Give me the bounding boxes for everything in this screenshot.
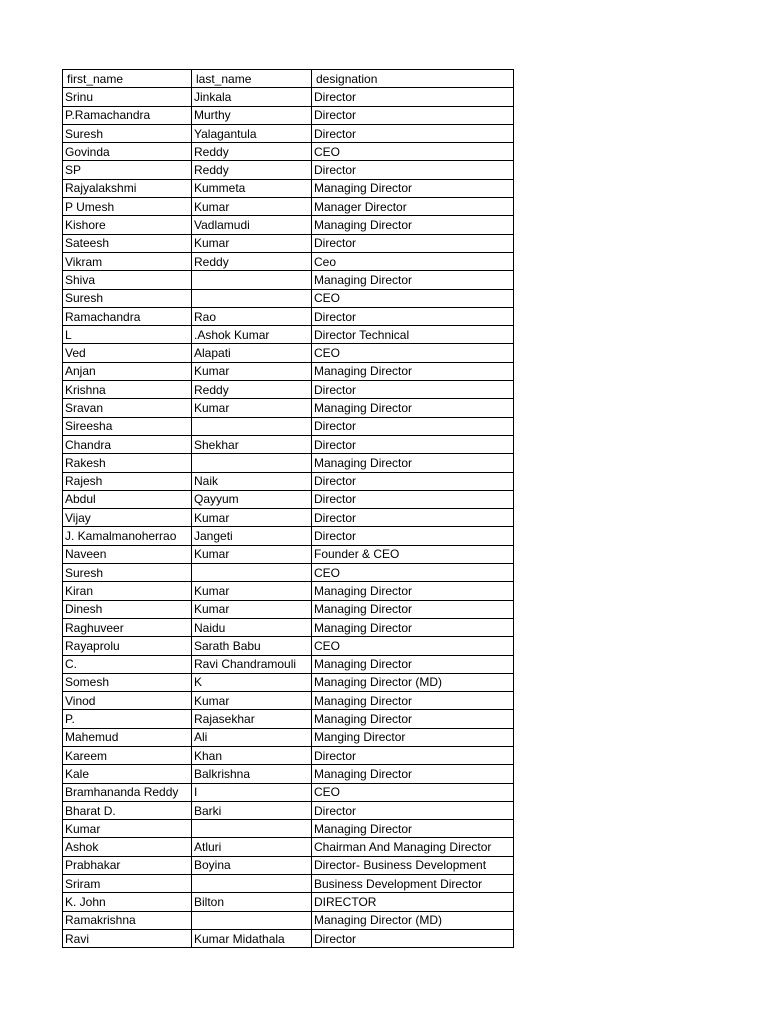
table-row: [63, 271, 514, 289]
last-name-cell: Naik: [192, 472, 312, 490]
designation-cell: Director: [312, 417, 514, 435]
last-name-cell: Yalagantula: [192, 124, 312, 142]
table-row: [63, 435, 514, 453]
table-row: [63, 710, 514, 728]
designation-cell: Director: [312, 88, 514, 106]
first-name-cell: C.: [63, 655, 192, 673]
last-name-cell: Reddy: [192, 252, 312, 270]
table-body: [63, 88, 514, 948]
header-designation: designation: [312, 70, 514, 88]
designation-cell: Managing Director: [312, 618, 514, 636]
last-name-cell: Alapati: [192, 344, 312, 362]
last-name-cell: [192, 454, 312, 472]
table-row: [63, 143, 514, 161]
first-name-cell: Ravi: [63, 929, 192, 947]
table-row: [63, 893, 514, 911]
first-name-cell: Sravan: [63, 399, 192, 417]
designation-cell: CEO: [312, 289, 514, 307]
designation-cell: Managing Director (MD): [312, 673, 514, 691]
table-row: [63, 289, 514, 307]
designation-cell: Managing Director: [312, 454, 514, 472]
first-name-cell: Rajyalakshmi: [63, 179, 192, 197]
last-name-cell: [192, 564, 312, 582]
last-name-cell: Kumar: [192, 600, 312, 618]
designation-cell: Director: [312, 929, 514, 947]
table-row: [63, 216, 514, 234]
table-row: [63, 838, 514, 856]
table-row: [63, 564, 514, 582]
table-row: [63, 875, 514, 893]
designation-cell: Managing Director (MD): [312, 911, 514, 929]
designation-cell: Director: [312, 490, 514, 508]
table-row: [63, 692, 514, 710]
last-name-cell: Bilton: [192, 893, 312, 911]
first-name-cell: Suresh: [63, 124, 192, 142]
last-name-cell: Reddy: [192, 381, 312, 399]
last-name-cell: [192, 271, 312, 289]
last-name-cell: Vadlamudi: [192, 216, 312, 234]
designation-cell: Ceo: [312, 252, 514, 270]
last-name-cell: Kumar: [192, 545, 312, 563]
table-row: [63, 746, 514, 764]
table-row: [63, 618, 514, 636]
first-name-cell: Suresh: [63, 289, 192, 307]
last-name-cell: Qayyum: [192, 490, 312, 508]
designation-cell: Chairman And Managing Director: [312, 838, 514, 856]
first-name-cell: Shiva: [63, 271, 192, 289]
designation-cell: Managing Director: [312, 271, 514, 289]
table-row: [63, 326, 514, 344]
designation-cell: Director- Business Development: [312, 856, 514, 874]
last-name-cell: [192, 820, 312, 838]
table-row: [63, 198, 514, 216]
table-row: [63, 582, 514, 600]
last-name-cell: Kumar: [192, 692, 312, 710]
table-row: [63, 252, 514, 270]
designation-cell: Director: [312, 124, 514, 142]
first-name-cell: Govinda: [63, 143, 192, 161]
header-last-name: last_name: [192, 70, 312, 88]
first-name-cell: Sireesha: [63, 417, 192, 435]
designation-cell: Founder & CEO: [312, 545, 514, 563]
table-row: [63, 161, 514, 179]
last-name-cell: Naidu: [192, 618, 312, 636]
last-name-cell: Sarath Babu: [192, 637, 312, 655]
last-name-cell: Boyina: [192, 856, 312, 874]
designation-cell: Business Development Director: [312, 875, 514, 893]
designation-cell: Director Technical: [312, 326, 514, 344]
first-name-cell: Sateesh: [63, 234, 192, 252]
last-name-cell: Kumar: [192, 582, 312, 600]
table-row: [63, 820, 514, 838]
last-name-cell: Kumar: [192, 509, 312, 527]
first-name-cell: Anjan: [63, 362, 192, 380]
designation-cell: Director: [312, 106, 514, 124]
designation-cell: CEO: [312, 564, 514, 582]
table-row: [63, 545, 514, 563]
table-row: [63, 801, 514, 819]
first-name-cell: P.: [63, 710, 192, 728]
table-row: [63, 655, 514, 673]
designation-cell: Managing Director: [312, 692, 514, 710]
last-name-cell: Jinkala: [192, 88, 312, 106]
table-row: [63, 417, 514, 435]
first-name-cell: Chandra: [63, 435, 192, 453]
first-name-cell: Somesh: [63, 673, 192, 691]
table-row: [63, 783, 514, 801]
first-name-cell: Kareem: [63, 746, 192, 764]
last-name-cell: Kumar Midathala: [192, 929, 312, 947]
first-name-cell: Kale: [63, 765, 192, 783]
first-name-cell: Kishore: [63, 216, 192, 234]
first-name-cell: L: [63, 326, 192, 344]
last-name-cell: .Ashok Kumar: [192, 326, 312, 344]
first-name-cell: J. Kamalmanoherrao: [63, 527, 192, 545]
designation-cell: Managing Director: [312, 600, 514, 618]
first-name-cell: Ramachandra: [63, 307, 192, 325]
last-name-cell: Jangeti: [192, 527, 312, 545]
designation-cell: Managing Director: [312, 362, 514, 380]
designation-cell: Director: [312, 527, 514, 545]
last-name-cell: Kumar: [192, 234, 312, 252]
designation-cell: Director: [312, 509, 514, 527]
first-name-cell: Krishna: [63, 381, 192, 399]
first-name-cell: Naveen: [63, 545, 192, 563]
last-name-cell: Kummeta: [192, 179, 312, 197]
designation-cell: Director: [312, 381, 514, 399]
designation-cell: CEO: [312, 637, 514, 655]
first-name-cell: Kumar: [63, 820, 192, 838]
table-row: [63, 106, 514, 124]
last-name-cell: [192, 289, 312, 307]
first-name-cell: Kiran: [63, 582, 192, 600]
table-row: [63, 911, 514, 929]
table-row: [63, 490, 514, 508]
designation-cell: CEO: [312, 783, 514, 801]
data-table: [62, 69, 514, 948]
designation-cell: Managing Director: [312, 582, 514, 600]
designation-cell: CEO: [312, 344, 514, 362]
last-name-cell: K: [192, 673, 312, 691]
designation-cell: Director: [312, 435, 514, 453]
table-row: [63, 728, 514, 746]
last-name-cell: Reddy: [192, 143, 312, 161]
first-name-cell: Ved: [63, 344, 192, 362]
designation-cell: Director: [312, 161, 514, 179]
first-name-cell: K. John: [63, 893, 192, 911]
last-name-cell: Kumar: [192, 198, 312, 216]
designation-cell: Managing Director: [312, 820, 514, 838]
first-name-cell: Vinod: [63, 692, 192, 710]
first-name-cell: Bramhananda Reddy: [63, 783, 192, 801]
designation-cell: Managing Director: [312, 655, 514, 673]
last-name-cell: Balkrishna: [192, 765, 312, 783]
first-name-cell: Rajesh: [63, 472, 192, 490]
first-name-cell: Rayaprolu: [63, 637, 192, 655]
designation-cell: Managing Director: [312, 399, 514, 417]
designation-cell: Director: [312, 746, 514, 764]
table-row: [63, 509, 514, 527]
table-row: [63, 527, 514, 545]
header-first-name: first_name: [63, 70, 192, 88]
last-name-cell: Shekhar: [192, 435, 312, 453]
first-name-cell: Dinesh: [63, 600, 192, 618]
header-row: [63, 70, 514, 88]
table-row: [63, 362, 514, 380]
first-name-cell: Ashok: [63, 838, 192, 856]
table-row: [63, 234, 514, 252]
first-name-cell: Raghuveer: [63, 618, 192, 636]
designation-cell: Manging Director: [312, 728, 514, 746]
table-row: [63, 344, 514, 362]
designation-cell: Director: [312, 234, 514, 252]
first-name-cell: P.Ramachandra: [63, 106, 192, 124]
table-row: [63, 124, 514, 142]
last-name-cell: Barki: [192, 801, 312, 819]
first-name-cell: Vijay: [63, 509, 192, 527]
first-name-cell: Rakesh: [63, 454, 192, 472]
table-row: [63, 637, 514, 655]
last-name-cell: Rao: [192, 307, 312, 325]
last-name-cell: I: [192, 783, 312, 801]
last-name-cell: Kumar: [192, 362, 312, 380]
first-name-cell: Prabhakar: [63, 856, 192, 874]
table-row: [63, 399, 514, 417]
table-row: [63, 600, 514, 618]
first-name-cell: Srinu: [63, 88, 192, 106]
last-name-cell: Khan: [192, 746, 312, 764]
designation-cell: Director: [312, 472, 514, 490]
designation-cell: CEO: [312, 143, 514, 161]
table-row: [63, 673, 514, 691]
designation-cell: DIRECTOR: [312, 893, 514, 911]
last-name-cell: [192, 911, 312, 929]
table-row: [63, 179, 514, 197]
first-name-cell: Ramakrishna: [63, 911, 192, 929]
table-row: [63, 88, 514, 106]
designation-cell: Director: [312, 801, 514, 819]
last-name-cell: Reddy: [192, 161, 312, 179]
designation-cell: Director: [312, 307, 514, 325]
last-name-cell: Ali: [192, 728, 312, 746]
designation-cell: Managing Director: [312, 216, 514, 234]
last-name-cell: Atluri: [192, 838, 312, 856]
first-name-cell: P Umesh: [63, 198, 192, 216]
table-row: [63, 454, 514, 472]
table-row: [63, 765, 514, 783]
first-name-cell: Sriram: [63, 875, 192, 893]
designation-cell: Managing Director: [312, 765, 514, 783]
first-name-cell: SP: [63, 161, 192, 179]
last-name-cell: Rajasekhar: [192, 710, 312, 728]
first-name-cell: Suresh: [63, 564, 192, 582]
table-row: [63, 856, 514, 874]
last-name-cell: Murthy: [192, 106, 312, 124]
last-name-cell: Kumar: [192, 399, 312, 417]
last-name-cell: [192, 417, 312, 435]
designation-cell: Managing Director: [312, 710, 514, 728]
table-row: [63, 472, 514, 490]
table-row: [63, 381, 514, 399]
designation-cell: Manager Director: [312, 198, 514, 216]
table-row: [63, 307, 514, 325]
last-name-cell: [192, 875, 312, 893]
first-name-cell: Vikram: [63, 252, 192, 270]
first-name-cell: Abdul: [63, 490, 192, 508]
table-row: [63, 929, 514, 947]
first-name-cell: Mahemud: [63, 728, 192, 746]
last-name-cell: Ravi Chandramouli: [192, 655, 312, 673]
designation-cell: Managing Director: [312, 179, 514, 197]
first-name-cell: Bharat D.: [63, 801, 192, 819]
